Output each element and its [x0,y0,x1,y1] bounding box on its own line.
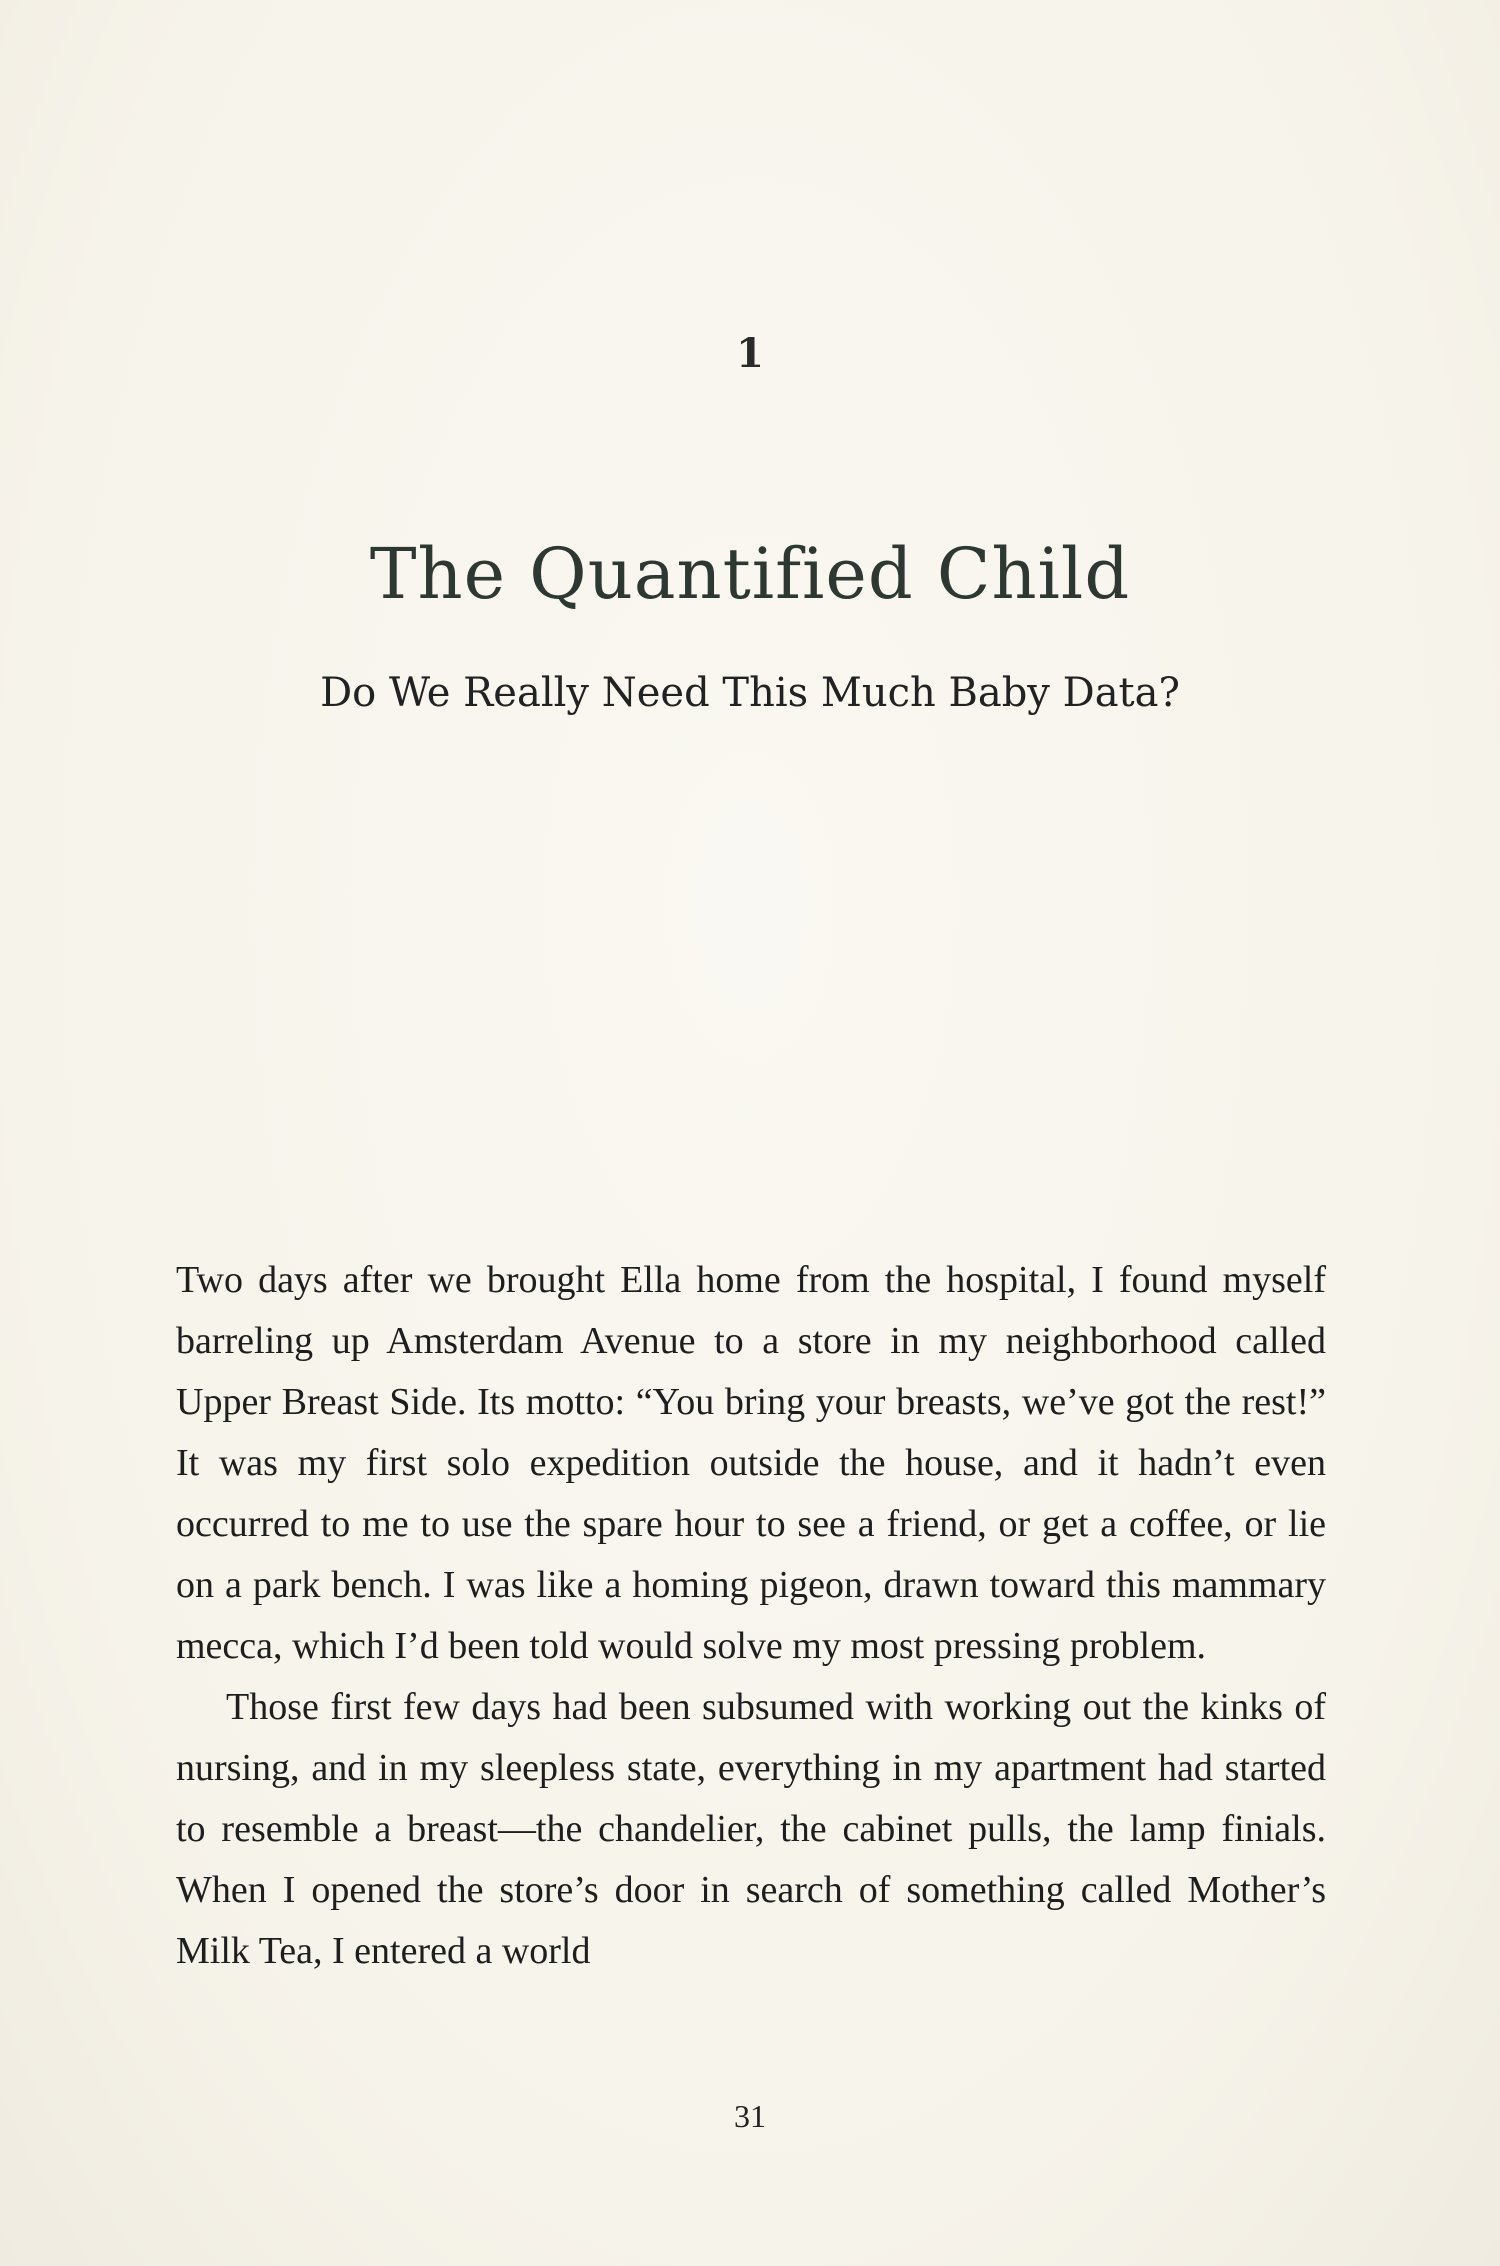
body-text [176,1250,1326,1982]
paragraph-2: Those first few days had been subsumed with working out the kinks of nursing, and in my sleepless state, everything in my apartment had started to resemble a breast—the chandelier, the cabinet pulls, the lamp finials. When I opened the store’s door in search of something called Mother’s Milk Tea, I entered a world [176,1686,1326,1972]
page-number: 31 [734,2098,766,2134]
chapter-subtitle: Do We Really Need This Much Baby Data? [320,670,1180,716]
paragraph-1: Two days after we brought Ella home from the hospital, I found myself barreling up Amsterdam Avenue to a store in my neighborhood called Upper Breast Side. Its motto: “You bring your breasts, we’ve got the rest!” It was my first solo expedition outside the house, and it hadn’t even occurred to me to use the spare hour to see a friend, or get a coffee, or lie on a park bench. I was like a homing pigeon, drawn toward this mammary mecca, which I’d been told would solve my most pressing problem. [176,1259,1326,1667]
chapter-title: The Quantified Child [369,533,1131,615]
chapter-number: 1 [736,330,764,377]
